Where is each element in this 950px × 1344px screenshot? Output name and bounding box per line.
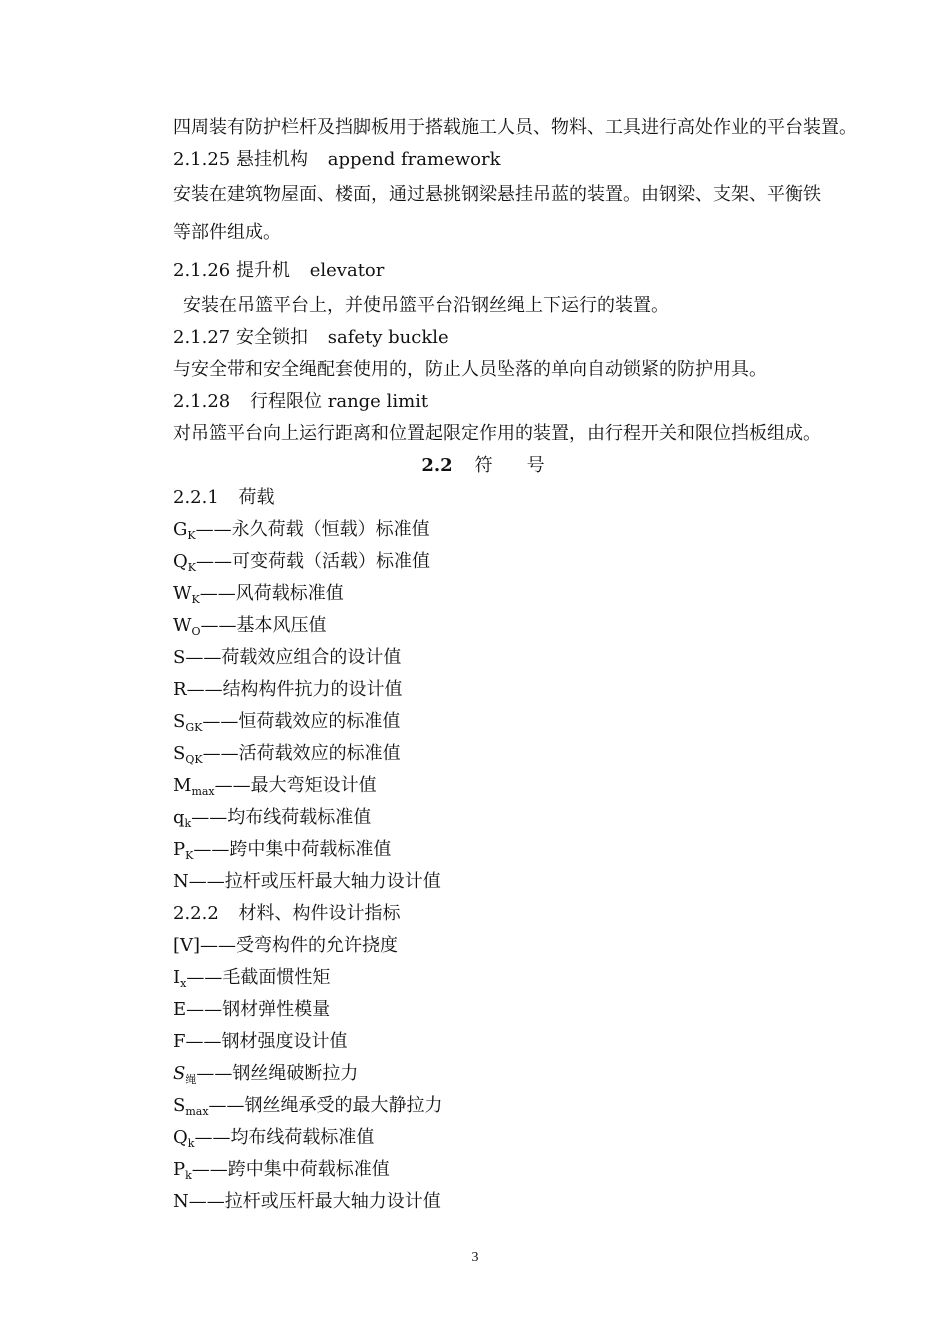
symbol-description: ——最大弯矩设计值 [214, 775, 377, 796]
section-number: 2.2 [421, 455, 453, 476]
symbol-line [173, 770, 913, 802]
subsection-2-2-2 [173, 898, 913, 930]
subsection-title: 荷载 [238, 487, 275, 508]
section-title-char: 符 [474, 455, 493, 476]
symbol-subscript: O [191, 625, 201, 638]
subsection-number: 2.2.1 [173, 487, 219, 508]
symbol: W [173, 583, 192, 604]
subsection-number: 2.2.2 [173, 903, 219, 924]
symbol-subscript: K [191, 593, 200, 606]
symbol: P [173, 839, 186, 860]
symbol-line [173, 610, 913, 642]
term-number: 2.1.27 [173, 327, 231, 348]
symbol-subscript: K [185, 849, 194, 862]
term-2-1-25 [173, 144, 913, 176]
subsection-title: 材料、构件设计指标 [238, 903, 401, 924]
symbol-line [173, 1122, 913, 1154]
symbol-description: ——跨中集中荷载标准值 [191, 1159, 390, 1180]
symbol-description: ——恒荷载效应的标准值 [202, 711, 401, 732]
symbol: P [173, 1159, 186, 1180]
definition-text: 四周装有防护栏杆及挡脚板用于搭载施工人员、物料、工具进行高处作业的平台装置。 [173, 117, 857, 138]
symbol-description: ——钢丝绳承受的最大静拉力 [208, 1095, 443, 1116]
symbol-description: ——钢材弹性模量 [186, 999, 331, 1020]
symbol-description: ——风荷载标准值 [199, 583, 344, 604]
symbol-subscript: x [180, 977, 187, 990]
symbol: F [173, 1031, 186, 1052]
symbol: Q [173, 551, 188, 572]
symbol: N [173, 871, 189, 892]
symbol-line [173, 1090, 913, 1122]
symbol-line [173, 642, 913, 674]
section-title-char: 号 [526, 455, 545, 476]
symbol-description: ——钢丝绳破断拉力 [196, 1063, 359, 1084]
term-english: append framework [327, 149, 501, 170]
symbol-line [173, 930, 913, 962]
symbol-line [173, 706, 913, 738]
symbol-subscript: QK [185, 753, 203, 766]
symbol: q [173, 807, 185, 828]
section-heading [173, 450, 913, 482]
symbol: E [173, 999, 187, 1020]
symbol: I [173, 967, 181, 988]
symbol-subscript: 绳 [185, 1073, 197, 1086]
page-content [173, 112, 913, 1218]
subsection-2-2-1 [173, 482, 913, 514]
term-number: 2.1.28 [173, 391, 231, 412]
symbol: N [173, 1191, 189, 1212]
definition-text: 对吊篮平台向上运行距离和位置起限定作用的装置，由行程开关和限位挡板组成。 [173, 423, 821, 444]
symbol-line [173, 834, 913, 866]
definition-text: 安装在吊篮平台上，并使吊篮平台沿钢丝绳上下运行的装置。 [183, 295, 669, 316]
term-chinese: 安全锁扣 [236, 327, 308, 348]
term-number: 2.1.26 [173, 260, 231, 281]
symbol-description: ——均布线荷载标准值 [191, 807, 372, 828]
symbol-subscript: k [184, 817, 192, 830]
symbol-description: ——钢材强度设计值 [185, 1031, 348, 1052]
symbol-line [173, 738, 913, 770]
term-english: safety buckle [327, 327, 449, 348]
term-chinese: 悬挂机构 [236, 149, 308, 170]
symbol-line [173, 1186, 913, 1218]
symbol-description: ——荷载效应组合的设计值 [185, 647, 402, 668]
term-number: 2.1.25 [173, 149, 231, 170]
definition-text: 安装在建筑物屋面、楼面，通过悬挑钢梁悬挂吊蓝的装置。由钢梁、支架、平衡铁 [173, 184, 821, 205]
symbol-line [173, 962, 913, 994]
symbol-description: ——均布线荷载标准值 [194, 1127, 375, 1148]
term-chinese: 提升机 [236, 260, 290, 281]
symbol-line [173, 802, 913, 834]
symbol: R [173, 679, 187, 700]
symbol-subscript: K [187, 561, 196, 574]
symbol-subscript: max [185, 1105, 209, 1118]
symbol-description: ——结构构件抗力的设计值 [186, 679, 403, 700]
symbol-subscript: K [187, 529, 196, 542]
definition-text: 等部件组成。 [173, 222, 281, 243]
symbol-line [173, 994, 913, 1026]
symbol-line [173, 1154, 913, 1186]
symbol-subscript: k [185, 1169, 192, 1182]
symbol-line [173, 514, 913, 546]
term-2-1-27 [173, 322, 913, 354]
symbol-description: ——永久荷载（恒载）标准值 [195, 519, 430, 540]
symbol-description: ——拉杆或压杆最大轴力设计值 [188, 871, 441, 892]
symbol-line [173, 1058, 913, 1090]
symbol-line [173, 866, 913, 898]
symbol: S [173, 743, 186, 764]
symbol: S [173, 1095, 186, 1116]
term-english: range limit [327, 391, 429, 412]
symbol: W [173, 615, 192, 636]
symbol-line [173, 578, 913, 610]
symbol: M [173, 775, 192, 796]
symbol-line [173, 546, 913, 578]
term-english: elevator [309, 260, 385, 281]
symbol: Q [173, 1127, 188, 1148]
symbol-line [173, 1026, 913, 1058]
term-chinese: 行程限位 [250, 391, 322, 412]
symbol-description: ——毛截面惯性矩 [186, 967, 331, 988]
symbol-line [173, 674, 913, 706]
symbol: S [173, 1063, 186, 1084]
term-2-1-28 [173, 386, 913, 418]
symbol-description: ——基本风压值 [200, 615, 327, 636]
symbol: S [173, 647, 186, 668]
symbol-description: ——跨中集中荷载标准值 [193, 839, 392, 860]
symbol: S [173, 711, 186, 732]
symbol-subscript: max [191, 785, 215, 798]
term-2-1-26 [173, 252, 913, 290]
page-number: 3 [471, 1250, 479, 1265]
symbol-subscript: k [187, 1137, 195, 1150]
symbol-subscript: GK [185, 721, 203, 734]
definition-text: 与安全带和安全绳配套使用的，防止人员坠落的单向自动锁紧的防护用具。 [173, 359, 767, 380]
symbol-description: ——拉杆或压杆最大轴力设计值 [188, 1191, 441, 1212]
symbol: G [173, 519, 188, 540]
symbol: [V] [173, 935, 201, 956]
symbol-description: ——受弯构件的允许挠度 [200, 935, 399, 956]
symbol-description: ——可变荷载（活载）标准值 [195, 551, 430, 572]
symbol-description: ——活荷载效应的标准值 [202, 743, 401, 764]
